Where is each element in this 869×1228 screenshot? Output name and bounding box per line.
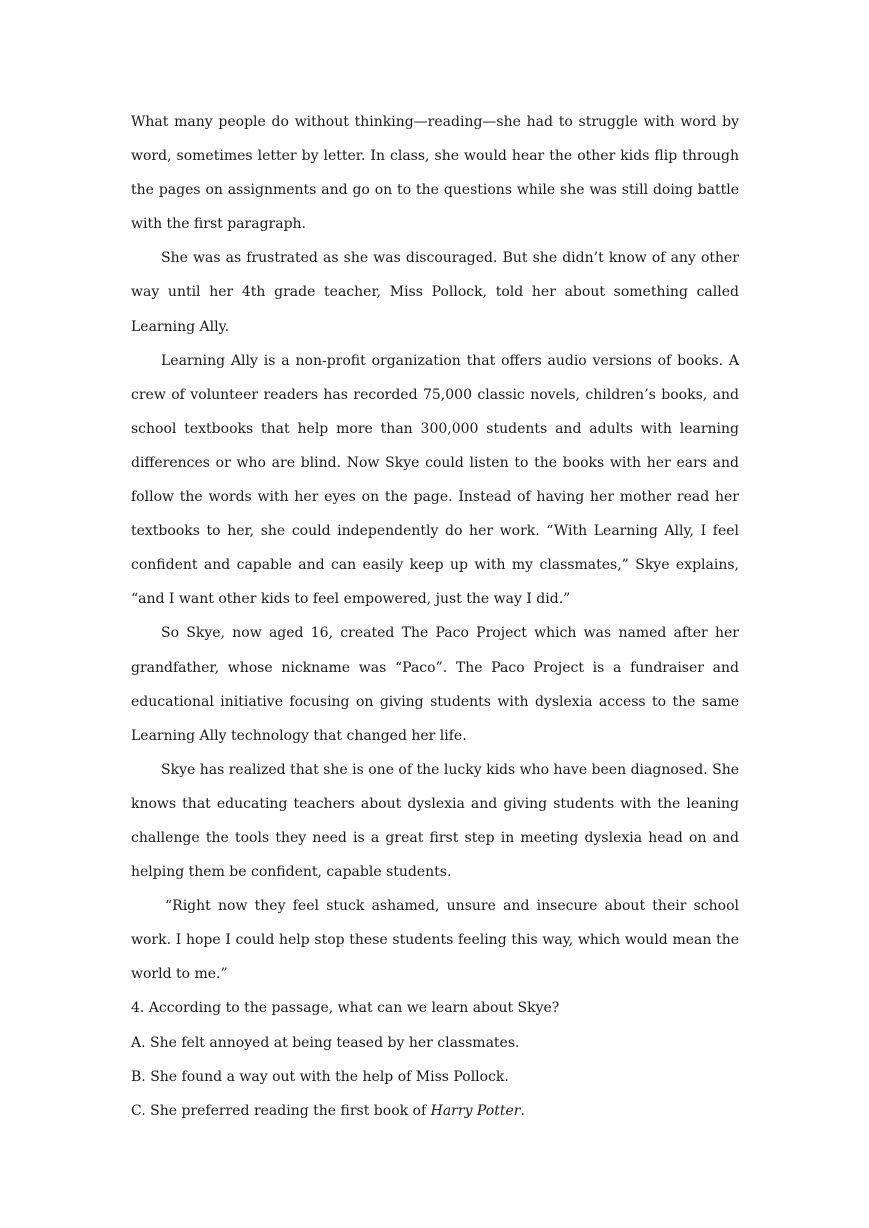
passage-paragraph-4: So Skye, now aged 16, created The Paco Project which was named after her grandfather, whose nickname was “Paco”. The Paco Project is a fundraiser and educational initiative focusing on giving students with dyslexia access to the same Learning Ally technology that changed her life. xyxy=(131,625,739,744)
option-a: A. She felt annoyed at being teased by her classmates. xyxy=(131,1034,520,1051)
passage-paragraph-3: Learning Ally is a non-profit organization that offers audio versions of books. A crew of volunteer readers has recorded 75,000 classic novels, children’s books, and school textbooks that help more than 300,000 students and adults with learning differences or who are blind. Now Skye could listen to the books with her ears and follow the words with her eyes on the page. Instead of having her mother read her textbooks to her, she could independently do her work. “With Learning Ally, I feel confident and capable and can easily keep up with my classmates,” Skye explains, “and I want other kids to feel empowered, just the way I did.” xyxy=(131,352,739,608)
passage-paragraph-1: What many people do without thinking—reading—she had to struggle with word by word, sometimes letter by letter. In class, she would hear the other kids flip through the pages on assignments and go on to the questions while she was still doing battle with the first paragraph. xyxy=(131,114,739,233)
passage-paragraph-5: Skye has realized that she is one of the lucky kids who have been diagnosed. She knows that educating teachers about dyslexia and giving students with the leaning challenge the tools they need is a great first step in meeting dyslexia head on and helping them be confident, capable students. xyxy=(131,761,739,881)
passage-paragraph-6: “Right now they feel stuck ashamed, unsure and insecure about their school work. I hope I could help stop these students feeling this way, which would mean the world to me.” xyxy=(131,898,739,983)
document-page xyxy=(131,105,739,1128)
option-c-book-title: Harry Potter xyxy=(430,1102,521,1119)
question-stem: 4. According to the passage, what can we learn about Skye? xyxy=(131,1000,560,1017)
option-c-text: C. She preferred reading the first book of xyxy=(131,1102,431,1119)
option-c xyxy=(131,1094,739,1128)
option-c-end: . xyxy=(520,1102,525,1119)
passage-paragraph-2: She was as frustrated as she was discouraged. But she didn’t know of any other way until her 4th grade teacher, Miss Pollock, told her about something called Learning Ally. xyxy=(131,250,739,335)
question-block xyxy=(131,991,739,1127)
option-b: B. She found a way out with the help of Miss Pollock. xyxy=(131,1068,509,1085)
